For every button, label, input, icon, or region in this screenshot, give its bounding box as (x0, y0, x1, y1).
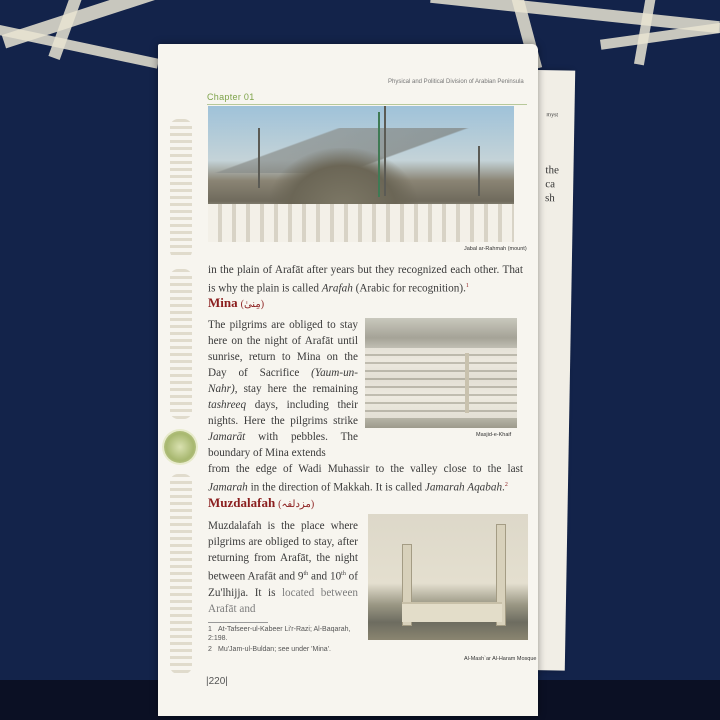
tents (208, 204, 514, 242)
next-page-text: ca (545, 178, 556, 191)
light-pole (478, 146, 480, 196)
minaret (465, 353, 469, 413)
running-head: Physical and Political Division of Arabian Peninsula (388, 79, 524, 85)
section-heading-muzdalafah: Muzdalafah (مزدلفہ) (208, 495, 315, 510)
light-pole (384, 106, 386, 196)
paragraph-mina-continued: from the edge of Wadi Muhassir to the valley close to the last Jamarah in the direction of Makkah. It is called Jamarah Aqabah.$^2$ (208, 463, 523, 494)
medallion-ornament (164, 431, 196, 463)
photo-caption: Jabal ar-Rahmah (mount) (464, 246, 527, 252)
next-page-text: the (545, 164, 560, 177)
tents (365, 348, 517, 418)
mosque-building (402, 602, 502, 622)
page-number: |220| (206, 676, 228, 687)
header-rule (207, 104, 527, 105)
paragraph-mina: The pilgrims are obliged to stay here on the night of Arafāt until sunrise, return to Mina on the Day of Sacrifice (Yaum-un-Nahr), stay here the remaining tashreeq days, including their nights. Here the pilgrims strike Jamarāt with pebbles. The boundary of Mina extends (208, 319, 358, 459)
book-page (158, 44, 538, 716)
footnote: 1 At-Tafseer-ul-Kabeer Li'r-Razi; Al-Baqarah, 2:198. (208, 626, 351, 642)
photo-masjid-e-khaif (365, 318, 517, 428)
section-heading-mina: Mina (مِنىٰ) (208, 295, 265, 310)
calligraphy-border (160, 119, 200, 679)
light-pole (378, 112, 380, 197)
next-page-text: myst (546, 112, 559, 119)
chapter-label: Chapter 01 (207, 92, 255, 102)
calligraphy-ornament (170, 119, 192, 259)
photo-al-mashar-al-haram (368, 514, 528, 640)
photo-caption: Masjid-e-Khaif (476, 432, 512, 438)
calligraphy-ornament (170, 474, 192, 674)
calligraphy-ornament (170, 269, 192, 419)
paragraph-arafat: in the plain of Arafāt after years but they recognized each other. That is why the plain is called Arafah (Arabic for recognition).$^1$ (208, 264, 523, 295)
hill-crowd (268, 148, 418, 208)
photo-jabal-ar-rahmah (208, 106, 514, 242)
light-pole (258, 128, 260, 188)
photo-caption: Al-Mash`ar Al-Haram Mosque (464, 656, 537, 662)
next-page-text: sh (544, 192, 555, 205)
footnote: 2 Mu'Jam-ul-Buldan; see under 'Mina'. (208, 646, 331, 653)
paragraph-muzdalafah: Muzdalafah is the place where pilgrims are obliged to stay, after returning from Arafāt, the night between Arafāt and 9th and 10th of Zu'lhijja. It is located between Arafāt and (208, 520, 358, 615)
footnote-rule (208, 622, 268, 623)
